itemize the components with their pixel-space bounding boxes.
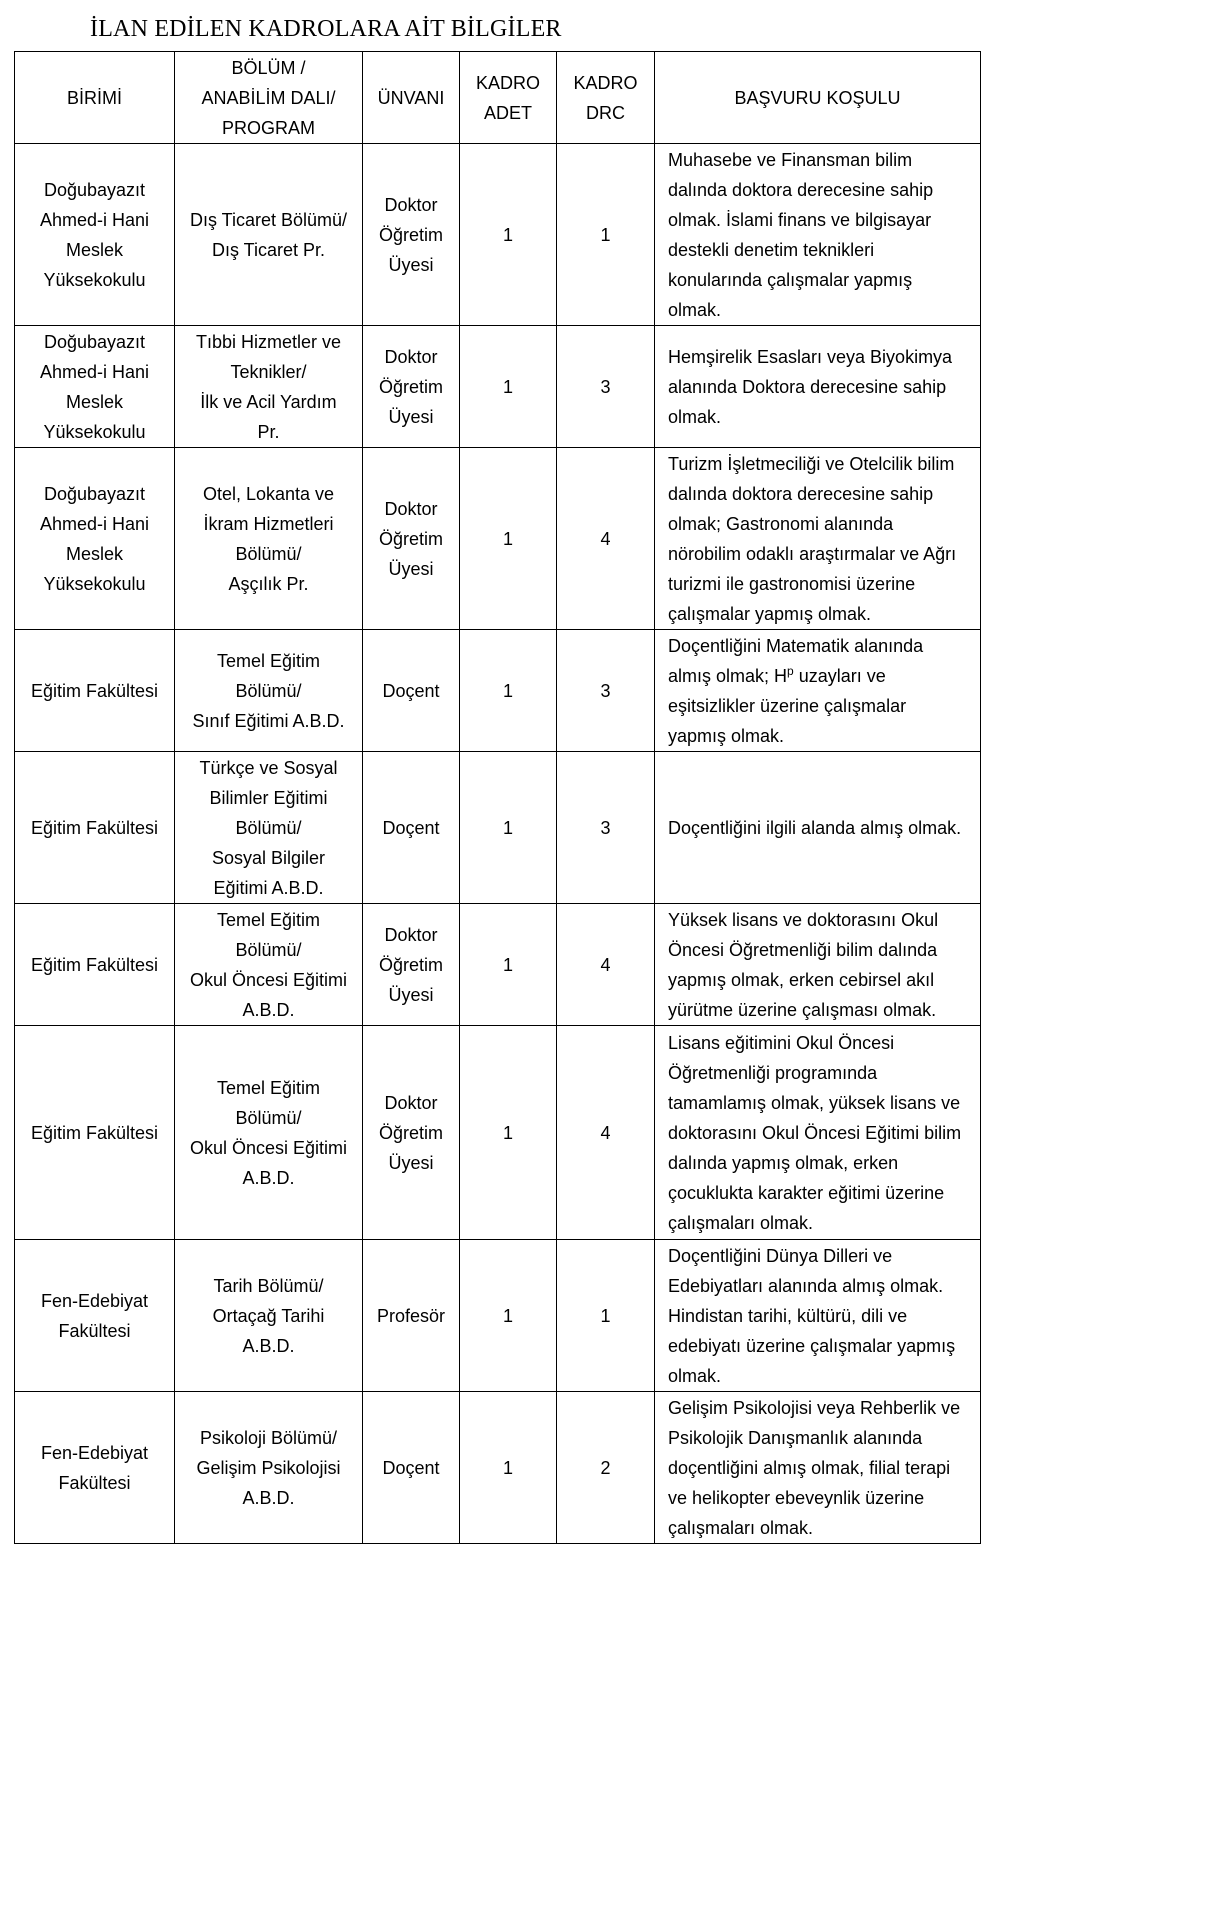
cell-kadro-adet: 1 — [460, 144, 557, 326]
cell-line: Okul Öncesi Eğitimi — [189, 969, 348, 990]
cell-line: Psikolojik Danışmanlık alanında — [668, 1427, 923, 1448]
condition-line: eşitsizlikler üzerine çalışmalar — [668, 695, 907, 716]
cell-line: alanında Doktora derecesine sahip — [668, 376, 947, 397]
cell-line: Ahmed-i Hani — [39, 209, 150, 230]
cell-kadro-drc: 1 — [557, 144, 655, 326]
cell-line: Öğretim — [378, 954, 443, 975]
cell-basvuru-kosulu — [655, 448, 981, 630]
cell-unvani — [363, 1240, 460, 1392]
cell-kadro-drc: 4 — [557, 1026, 655, 1240]
cell-line: Sınıf Eğitimi A.B.D. — [192, 710, 345, 731]
cell-birimi — [15, 904, 175, 1026]
cell-basvuru-kosulu — [655, 1240, 981, 1392]
cell-line: BİRİMİ — [66, 87, 122, 108]
cell-bolum — [175, 630, 363, 752]
cell-line: çalışmaları olmak. — [668, 1517, 814, 1538]
cell-line: Doğubayazıt — [43, 483, 146, 504]
cell-line: Üyesi — [388, 254, 434, 275]
cell-line: Doktor — [384, 498, 438, 519]
cell-line: Öğretim — [378, 528, 443, 549]
cell-line: nörobilim odaklı araştırmalar ve Ağrı — [668, 543, 957, 564]
cell-line: Doktor — [384, 194, 438, 215]
table-row — [15, 326, 981, 448]
cell-line: Tıbbi Hizmetler ve — [195, 331, 342, 352]
cell-line: Temel Eğitim — [216, 650, 321, 671]
cell-unvani — [363, 752, 460, 904]
condition-line: yapmış olmak. — [668, 725, 785, 746]
cell-line: çalışmaları olmak. — [668, 1212, 814, 1233]
condition-line: Doçentliğini Matematik alanında — [668, 635, 924, 656]
cell-line: Öncesi Öğretmenliği bilim dalında — [668, 939, 938, 960]
cell-line: Yüksekokulu — [43, 269, 146, 290]
cell-line: ANABİLİM DALI/ — [201, 87, 336, 108]
table-header-row — [15, 52, 981, 144]
cell-line: Meslek — [65, 391, 123, 412]
cell-bolum — [175, 326, 363, 448]
cell-line: Bölümü/ — [235, 680, 302, 701]
cell-line: tamamlamış olmak, yüksek lisans ve — [668, 1092, 961, 1113]
cell-birimi — [15, 448, 175, 630]
cell-line: doktorasını Okul Öncesi Eğitimi bilim — [668, 1122, 962, 1143]
cell-line: Üyesi — [388, 984, 434, 1005]
cell-kadro-drc: 3 — [557, 630, 655, 752]
cell-line: Doçent — [382, 680, 440, 701]
cell-line: Doktor — [384, 924, 438, 945]
table-row — [15, 752, 981, 904]
cell-unvani — [363, 1392, 460, 1544]
cell-line: BAŞVURU KOŞULU — [734, 87, 901, 108]
table-row — [15, 904, 981, 1026]
cell-basvuru-kosulu — [655, 1392, 981, 1544]
condition-text: almış olmak; H — [668, 665, 788, 686]
cell-birimi — [15, 630, 175, 752]
cell-line: destekli denetim teknikleri — [668, 239, 875, 260]
cell-line: Eğitim Fakültesi — [30, 680, 159, 701]
table-row — [15, 630, 981, 752]
cell-unvani — [363, 1026, 460, 1240]
cell-line: DRC — [586, 102, 625, 123]
cell-line: Yüksekokulu — [43, 573, 146, 594]
cell-line: ADET — [483, 102, 532, 123]
header-basvuru-kosulu — [655, 52, 981, 144]
cell-bolum — [175, 448, 363, 630]
cell-line: Öğretim — [378, 224, 443, 245]
cell-bolum — [175, 752, 363, 904]
cell-line: Meslek — [65, 543, 123, 564]
cell-line: Hindistan tarihi, kültürü, dili ve — [668, 1305, 908, 1326]
cell-line: Lisans eğitimini Okul Öncesi — [668, 1032, 895, 1053]
cell-line: Aşçılık Pr. — [228, 573, 309, 594]
cell-line: Üyesi — [388, 1152, 434, 1173]
cell-line: Fakültesi — [58, 1472, 131, 1493]
cell-line: Bölümü/ — [235, 817, 302, 838]
cell-line: Bölümü/ — [235, 939, 302, 960]
cell-line: İkram Hizmetleri — [203, 513, 334, 534]
cell-line: olmak. İslami finans ve bilgisayar — [668, 209, 932, 230]
cell-line: Doğubayazıt — [43, 331, 146, 352]
cell-line: Ortaçağ Tarihi — [212, 1305, 325, 1326]
cell-unvani — [363, 448, 460, 630]
cell-birimi — [15, 752, 175, 904]
cell-bolum — [175, 1240, 363, 1392]
cell-line: Üyesi — [388, 406, 434, 427]
cell-line: Eğitim Fakültesi — [30, 1122, 159, 1143]
condition-text: uzayları ve — [793, 665, 886, 686]
cell-line: Doktor — [384, 1092, 438, 1113]
cell-line: yürütme üzerine çalışması olmak. — [668, 999, 937, 1020]
cell-line: A.B.D. — [242, 999, 295, 1020]
cell-line: Eğitim Fakültesi — [30, 954, 159, 975]
cell-line: Fakültesi — [58, 1320, 131, 1341]
cell-line: olmak; Gastronomi alanında — [668, 513, 894, 534]
cell-kadro-adet: 1 — [460, 904, 557, 1026]
cell-basvuru-kosulu — [655, 904, 981, 1026]
cell-line: Okul Öncesi Eğitimi — [189, 1137, 348, 1158]
table-row — [15, 448, 981, 630]
cell-line: Otel, Lokanta ve — [202, 483, 335, 504]
cell-birimi — [15, 1240, 175, 1392]
cell-line: dalında doktora derecesine sahip — [668, 179, 934, 200]
cell-line: Profesör — [376, 1305, 446, 1326]
cell-line: Öğretmenliği programında — [668, 1062, 878, 1083]
cell-line: Fen-Edebiyat — [40, 1442, 149, 1463]
page-title: İLAN EDİLEN KADROLARA AİT BİLGİLER — [90, 16, 562, 42]
cell-line: dalında doktora derecesine sahip — [668, 483, 934, 504]
cell-line: Psikoloji Bölümü/ — [199, 1427, 338, 1448]
header-kadro-adet — [460, 52, 557, 144]
cell-line: Öğretim — [378, 1122, 443, 1143]
cell-line: A.B.D. — [242, 1335, 295, 1356]
cell-birimi — [15, 144, 175, 326]
positions-table — [14, 51, 981, 1544]
cell-basvuru-kosulu — [655, 752, 981, 904]
cell-line: Gelişim Psikolojisi veya Rehberlik ve — [668, 1397, 961, 1418]
superscript-p: p — [787, 663, 794, 678]
cell-line: olmak. — [668, 1365, 722, 1386]
cell-kadro-adet: 1 — [460, 752, 557, 904]
cell-line: Edebiyatları alanında almış olmak. — [668, 1275, 944, 1296]
cell-kadro-adet: 1 — [460, 630, 557, 752]
cell-kadro-drc: 2 — [557, 1392, 655, 1544]
cell-kadro-adet: 1 — [460, 1392, 557, 1544]
cell-line: Doçentliğini ilgili alanda almış olmak. — [668, 817, 962, 838]
cell-kadro-adet: 1 — [460, 1026, 557, 1240]
cell-line: Meslek — [65, 239, 123, 260]
cell-birimi — [15, 1026, 175, 1240]
cell-line: Ahmed-i Hani — [39, 361, 150, 382]
cell-line: Pr. — [257, 421, 280, 442]
cell-line: A.B.D. — [242, 1487, 295, 1508]
cell-unvani — [363, 630, 460, 752]
cell-line: ÜNVANI — [377, 87, 445, 108]
cell-line: Bilimler Eğitimi — [209, 787, 328, 808]
cell-line: Ahmed-i Hani — [39, 513, 150, 534]
cell-line: PROGRAM — [221, 117, 315, 138]
cell-kadro-adet: 1 — [460, 326, 557, 448]
cell-basvuru-kosulu — [655, 144, 981, 326]
cell-unvani — [363, 144, 460, 326]
cell-line: Bölümü/ — [235, 1107, 302, 1128]
cell-line: Turizm İşletmeciliği ve Otelcilik bilim — [668, 453, 955, 474]
cell-kadro-drc: 4 — [557, 448, 655, 630]
cell-bolum — [175, 904, 363, 1026]
cell-kadro-adet: 1 — [460, 1240, 557, 1392]
table-row — [15, 144, 981, 326]
cell-line: turizmi ile gastronomisi üzerine — [668, 573, 916, 594]
header-kadro-drc — [557, 52, 655, 144]
cell-bolum — [175, 1392, 363, 1544]
cell-line: Sosyal Bilgiler — [211, 847, 326, 868]
cell-line: Eğitimi A.B.D. — [213, 877, 324, 898]
cell-unvani — [363, 904, 460, 1026]
cell-line: ve helikopter ebeveynlik üzerine — [668, 1487, 925, 1508]
cell-birimi — [15, 1392, 175, 1544]
cell-line: çocuklukta karakter eğitimi üzerine — [668, 1182, 945, 1203]
cell-line: doçentliğini almış olmak, filial terapi — [668, 1457, 951, 1478]
cell-line: Gelişim Psikolojisi — [196, 1457, 341, 1478]
cell-line: BÖLÜM / — [231, 57, 306, 78]
cell-unvani — [363, 326, 460, 448]
table-row — [15, 1240, 981, 1392]
cell-line: yapmış olmak, erken cebirsel akıl — [668, 969, 935, 990]
cell-line: Doçent — [382, 1457, 440, 1478]
cell-line: A.B.D. — [242, 1167, 295, 1188]
cell-line: çalışmalar yapmış olmak. — [668, 603, 872, 624]
cell-line: Doçentliğini Dünya Dilleri ve — [668, 1245, 893, 1266]
cell-line: Temel Eğitim — [216, 909, 321, 930]
cell-kadro-drc: 4 — [557, 904, 655, 1026]
cell-line: Türkçe ve Sosyal — [199, 757, 338, 778]
cell-line: Üyesi — [388, 558, 434, 579]
cell-line: Tarih Bölümü/ — [213, 1275, 324, 1296]
cell-line: konularında çalışmalar yapmış — [668, 269, 913, 290]
header-bolum — [175, 52, 363, 144]
cell-line: KADRO — [573, 72, 638, 93]
cell-line: Yüksek lisans ve doktorasını Okul — [668, 909, 939, 930]
cell-line: Hemşirelik Esasları veya Biyokimya — [668, 346, 953, 367]
cell-basvuru-kosulu — [655, 630, 981, 752]
cell-basvuru-kosulu — [655, 326, 981, 448]
cell-line: Dış Ticaret Bölümü/ — [189, 209, 348, 230]
cell-line: olmak. — [668, 299, 722, 320]
cell-line: dalında yapmış olmak, erken — [668, 1152, 899, 1173]
table-row — [15, 1392, 981, 1544]
cell-basvuru-kosulu — [655, 1026, 981, 1240]
cell-bolum — [175, 144, 363, 326]
cell-kadro-drc: 3 — [557, 326, 655, 448]
condition-line — [668, 661, 972, 691]
header-birimi — [15, 52, 175, 144]
table-row — [15, 1026, 981, 1240]
cell-line: Eğitim Fakültesi — [30, 817, 159, 838]
cell-kadro-drc: 1 — [557, 1240, 655, 1392]
cell-line: Temel Eğitim — [216, 1077, 321, 1098]
cell-line: Dış Ticaret Pr. — [211, 239, 326, 260]
cell-line: Fen-Edebiyat — [40, 1290, 149, 1311]
cell-kadro-adet: 1 — [460, 448, 557, 630]
cell-line: Doçent — [382, 817, 440, 838]
cell-kadro-drc: 3 — [557, 752, 655, 904]
cell-line: Doğubayazıt — [43, 179, 146, 200]
cell-line: Muhasebe ve Finansman bilim — [668, 149, 913, 170]
cell-line: Doktor — [384, 346, 438, 367]
cell-line: İlk ve Acil Yardım — [200, 391, 337, 412]
cell-line: olmak. — [668, 406, 722, 427]
cell-birimi — [15, 326, 175, 448]
cell-line: edebiyatı üzerine çalışmalar yapmış — [668, 1335, 956, 1356]
cell-line: Öğretim — [378, 376, 443, 397]
cell-line: Bölümü/ — [235, 543, 302, 564]
cell-line: KADRO — [475, 72, 540, 93]
cell-line: Teknikler/ — [230, 361, 307, 382]
cell-bolum — [175, 1026, 363, 1240]
cell-line: Yüksekokulu — [43, 421, 146, 442]
header-unvani — [363, 52, 460, 144]
